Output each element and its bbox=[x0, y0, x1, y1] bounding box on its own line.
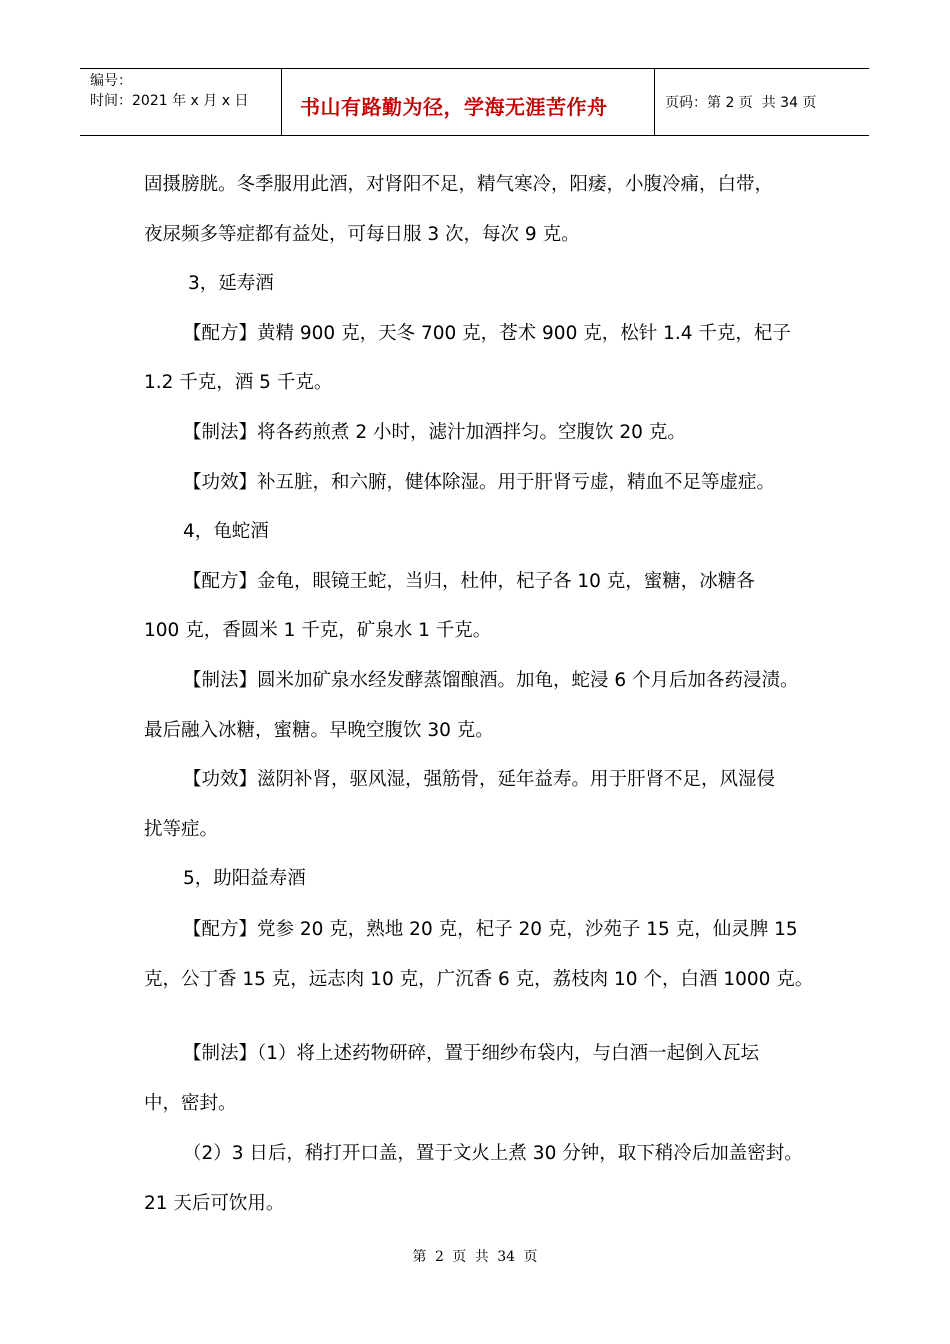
body-line: 中，密封。 bbox=[144, 1093, 237, 1114]
body-line: 【制法】（1）将上述药物研碎，置于细纱布袋内，与白酒一起倒入瓦坛 bbox=[183, 1043, 760, 1064]
body-line: 固摄膀胱。冬季服用此酒，对肾阳不足，精气寒冷，阳痿，小腹冷痛，白带， bbox=[144, 174, 774, 195]
body-line: 【配方】金龟，眼镜王蛇，当归，杜仲，杞子各 10 克，蜜糖，冰糖各 bbox=[183, 571, 755, 592]
body-line: 克，公丁香 15 克，远志肉 10 克，广沉香 6 克，荔枝肉 10 个，白酒 1000 克。 bbox=[144, 969, 814, 990]
body-line: 100 克，香圆米 1 千克，矿泉水 1 千克。 bbox=[144, 620, 492, 641]
body-line: 【功效】补五脏，和六腑，健体除湿。用于肝肾亏虚，精血不足等虚症。 bbox=[183, 472, 776, 493]
header-meta bbox=[80, 69, 282, 135]
body-line: 【功效】滋阴补肾，驱风湿，强筋骨，延年益寿。用于肝肾不足，风湿侵 bbox=[183, 769, 776, 790]
header-motto: 书山有路勤为径，学海无涯苦作舟 bbox=[282, 69, 655, 135]
document-number-label: 编号： bbox=[90, 73, 132, 89]
section-heading: 4，龟蛇酒 bbox=[183, 521, 269, 542]
body-line: 【配方】党参 20 克，熟地 20 克，杞子 20 克，沙苑子 15 克，仙灵脾 15 bbox=[183, 919, 798, 940]
body-line: 扰等症。 bbox=[144, 819, 219, 840]
page-footer: 第 2 页 共 34 页 bbox=[412, 1249, 538, 1265]
body-line: （2）3 日后，稍打开口盖，置于文火上煮 30 分钟，取下稍冷后加盖密封。 bbox=[183, 1143, 803, 1164]
body-line: 【制法】圆米加矿泉水经发酵蒸馏酿酒。加龟，蛇浸 6 个月后加各药浸渍。 bbox=[183, 670, 799, 691]
body-line: 【配方】黄精 900 克，天冬 700 克，苍术 900 克，松针 1.4 千克，杞子 bbox=[183, 323, 791, 344]
body-line: 夜尿频多等症都有益处，可每日服 3 次，每次 9 克。 bbox=[144, 224, 580, 245]
body-line: 【制法】将各药煎煮 2 小时，滤汁加酒拌匀。空腹饮 20 克。 bbox=[183, 422, 686, 443]
page-header bbox=[80, 68, 869, 136]
body-line: 最后融入冰糖，蜜糖。早晚空腹饮 30 克。 bbox=[144, 720, 494, 741]
page-info-text: 页码：第 2 页 共 34 页 bbox=[665, 95, 817, 111]
body-line: 1.2 千克，酒 5 千克。 bbox=[144, 372, 333, 393]
document-date-label: 时间：2021 年 x 月 x 日 bbox=[90, 93, 249, 109]
section-heading: 5，助阳益寿酒 bbox=[183, 868, 306, 889]
section-heading: 3，延寿酒 bbox=[188, 273, 274, 294]
header-page-info bbox=[655, 69, 869, 135]
body-line: 21 天后可饮用。 bbox=[144, 1193, 285, 1214]
